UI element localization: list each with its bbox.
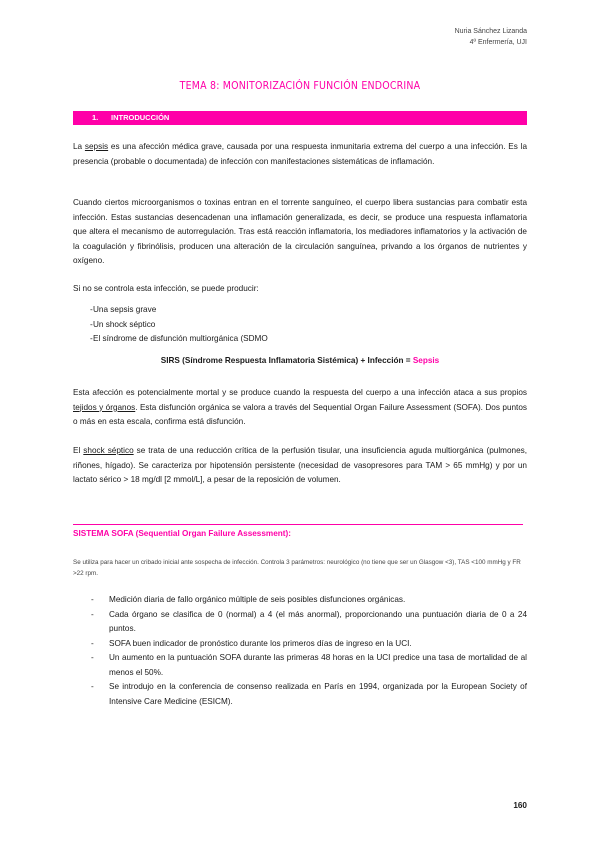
sepsis-term: sepsis xyxy=(84,142,109,151)
section-label: INTRODUCCIÓN xyxy=(111,113,170,122)
p4-text-a: Esta afección es potencialmente mortal y se produce cuando la respuesta del cuerpo a una infección ataca a sus propios xyxy=(73,388,527,397)
septic-shock-term: shock séptico xyxy=(83,446,134,455)
p5-text-a: El xyxy=(73,446,84,455)
list-item: - Cada órgano se clasifica de 0 (normal) a 4 (el más anormal), proporcionando una puntuación diaria de 0 a 24 puntos. xyxy=(73,608,527,637)
paragraph-organ-dysfunction xyxy=(73,386,527,430)
page-number: 160 xyxy=(513,801,527,810)
list-item: - El síndrome de disfunción multiorgánica (SDMO xyxy=(73,332,527,347)
paragraph-sepsis-definition xyxy=(73,140,527,169)
paragraph-consequences-intro: Si no se controla esta infección, se puede producir: xyxy=(73,284,259,293)
tissues-term: tejidos y órganos xyxy=(73,402,136,412)
p5-text-b: se trata de una reducción crítica de la perfusión tisular, una insuficiencia aguda multiorgánica (pulmones, riñones, hígado). Se caracteriza por hipotensión persistente (necesidad de vasopresores para TAM > 65 mmHg) y por un lactato sérico > 18 mg/dl [2 mmol/L], a pesar de la reposición de volumen. xyxy=(73,446,527,484)
section-divider xyxy=(73,524,523,525)
list-item: - SOFA buen indicador de pronóstico durante los primeros días de ingreso en la UCI. xyxy=(73,637,527,652)
sofa-title: SISTEMA SOFA (Sequential Organ Failure Assessment): xyxy=(73,529,291,538)
formula-result: Sepsis xyxy=(412,356,440,365)
page-header xyxy=(455,26,527,48)
sofa-intro: Se utiliza para hacer un cribado inicial ante sospecha de infección. Controla 3 parámetros: neurológico (no tiene que ser un Glasgow <3), TAS <100 mmHg y FR >22 rpm. xyxy=(73,559,521,577)
list-item: - Una sepsis grave xyxy=(73,303,527,318)
section-number: 1. xyxy=(92,113,99,122)
p1-text-b: es una afección médica grave, causada por una respuesta inmunitaria extrema del cuerpo a una infección. Es la presencia (probable o documentada) de infección con manifestaciones sistemáticas de inflamación. xyxy=(73,142,527,166)
list-item: - Un shock séptico xyxy=(73,318,527,333)
author-name: Nuria Sánchez Lizanda xyxy=(454,28,527,35)
p1-text-a: La xyxy=(73,142,85,151)
section-heading xyxy=(73,111,527,125)
list-item: - Un aumento en la puntuación SOFA durante las primeras 48 horas en la UCI predice una tasa de mortalidad de al menos el 50%. xyxy=(73,651,527,680)
sirs-formula xyxy=(0,356,600,365)
formula-main: SIRS (Síndrome Respuesta Inflamatoria Sistémica) + Infección = xyxy=(160,356,413,365)
document-title: TEMA 8: MONITORIZACIÓN FUNCIÓN ENDOCRINA xyxy=(179,80,421,92)
sofa-list xyxy=(73,593,527,709)
list-item: - Medición diaria de fallo orgánico múltiple de seis posibles disfunciones orgánicas. xyxy=(73,593,527,608)
consequences-list xyxy=(73,303,527,347)
paragraph-septic-shock xyxy=(73,444,527,488)
paragraph-mechanism: Cuando ciertos microorganismos o toxinas entran en el torrente sanguíneo, el cuerpo libera sustancias para combatir esta infección. Estas sustancias desencadenan una inflamación generalizada, es decir, se produce una respuesta inflamatoria que altera el mecanismo de autorregulación. Tras está reacción inflamatoria, los mediadores inflamatorios y la activación de la coagulación y fibrinólisis, producen una alteración de la circulación sanguínea, privando a los órganos de nutrientes y oxígeno. xyxy=(73,198,527,265)
p4-text-b: . Esta disfunción orgánica se valora a través del Sequential Organ Failure Assessment (SOFA). Dos puntos o más en esta escala, confirma está disfunción. xyxy=(73,402,527,426)
list-item: - Se introdujo en la conferencia de consenso realizada en París en 1994, organizada por la European Society of Intensive Care Medicine (ESICM). xyxy=(73,680,527,709)
course-label: 4º Enfermería, UJI xyxy=(469,39,527,46)
